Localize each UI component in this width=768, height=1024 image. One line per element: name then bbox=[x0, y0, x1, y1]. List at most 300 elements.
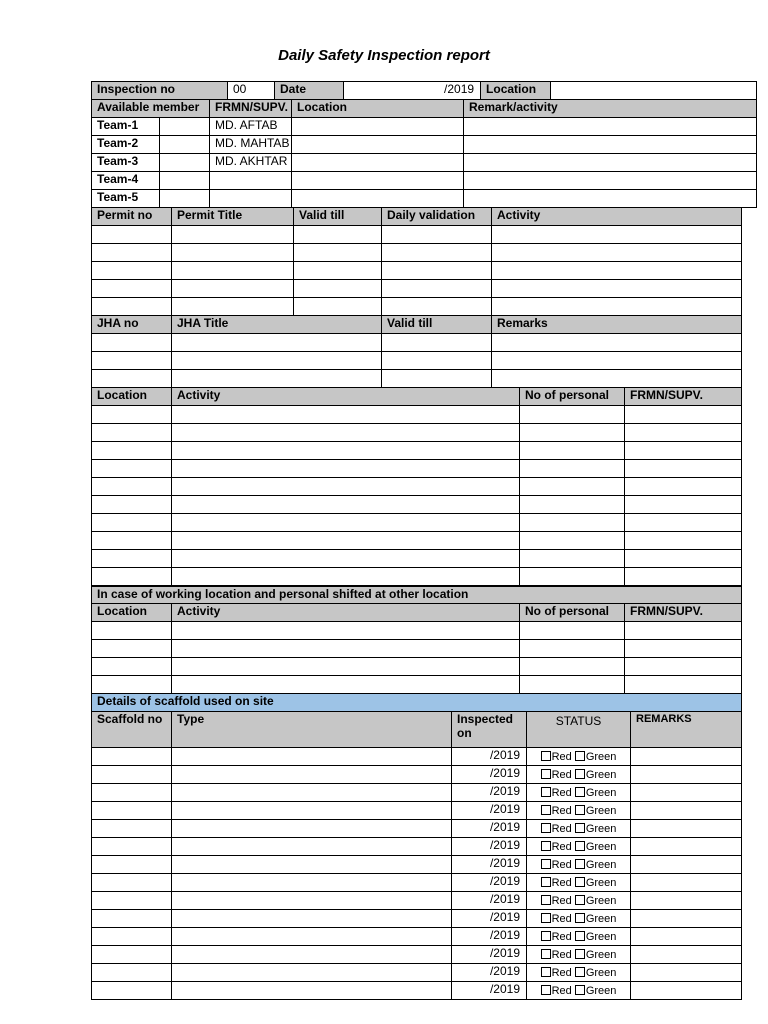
location-row bbox=[92, 478, 742, 496]
shifted-cell[interactable] bbox=[625, 640, 742, 658]
status-red-label: Red bbox=[551, 751, 572, 763]
status-cell bbox=[527, 838, 631, 856]
status-green-label: Green bbox=[585, 751, 617, 763]
scaffold-no-cell[interactable] bbox=[92, 856, 172, 874]
checkbox-icon[interactable] bbox=[541, 769, 551, 779]
jha-cell[interactable] bbox=[172, 352, 382, 370]
status-red-option[interactable] bbox=[541, 805, 572, 817]
status-green-option[interactable] bbox=[575, 859, 617, 871]
permit-rows bbox=[92, 226, 742, 316]
checkbox-icon[interactable] bbox=[541, 841, 551, 851]
permits-header bbox=[92, 208, 742, 226]
inspected-on-cell[interactable]: /2019 bbox=[452, 784, 527, 802]
col-status: STATUS bbox=[527, 712, 631, 748]
location-cell[interactable] bbox=[625, 514, 742, 532]
permit-cell[interactable] bbox=[382, 298, 492, 316]
scaffold-no-cell[interactable] bbox=[92, 928, 172, 946]
jha-cell[interactable] bbox=[382, 352, 492, 370]
checkbox-icon[interactable] bbox=[575, 841, 585, 851]
checkbox-icon[interactable] bbox=[575, 805, 585, 815]
location-row bbox=[92, 460, 742, 478]
inspected-on-cell[interactable]: /2019 bbox=[452, 874, 527, 892]
scaffold-row bbox=[92, 766, 742, 784]
scaffold-remarks-cell[interactable] bbox=[631, 946, 742, 964]
location-cell[interactable] bbox=[520, 532, 625, 550]
shifted-cell[interactable] bbox=[92, 676, 172, 694]
shifted-cell[interactable] bbox=[625, 622, 742, 640]
shifted-cell[interactable] bbox=[172, 658, 520, 676]
location-cell[interactable] bbox=[92, 496, 172, 514]
scaffold-no-cell[interactable] bbox=[92, 982, 172, 1000]
inspected-on-cell[interactable]: /2019 bbox=[452, 946, 527, 964]
status-red-option[interactable] bbox=[541, 949, 572, 961]
scaffold-type-cell[interactable] bbox=[172, 892, 452, 910]
shifted-cell[interactable] bbox=[92, 622, 172, 640]
permit-cell[interactable] bbox=[382, 280, 492, 298]
jha-cell[interactable] bbox=[382, 334, 492, 352]
shifted-cell[interactable] bbox=[625, 658, 742, 676]
inspected-on-cell[interactable]: /2019 bbox=[452, 982, 527, 1000]
location-cell[interactable] bbox=[172, 568, 520, 586]
location-cell[interactable] bbox=[92, 460, 172, 478]
scaffold-no-cell[interactable] bbox=[92, 766, 172, 784]
scaffold-heading-row bbox=[92, 694, 742, 712]
team-frmn[interactable] bbox=[210, 190, 292, 208]
shifted-cell[interactable] bbox=[172, 676, 520, 694]
members-table bbox=[91, 81, 757, 208]
scaffold-no-cell[interactable] bbox=[92, 874, 172, 892]
scaffold-remarks-cell[interactable] bbox=[631, 748, 742, 766]
scaffold-row bbox=[92, 982, 742, 1000]
scaffold-type-cell[interactable] bbox=[172, 946, 452, 964]
checkbox-icon[interactable] bbox=[575, 877, 585, 887]
location-cell[interactable] bbox=[625, 568, 742, 586]
status-green-option[interactable] bbox=[575, 841, 617, 853]
scaffold-type-cell[interactable] bbox=[172, 874, 452, 892]
shifted-cell[interactable] bbox=[625, 676, 742, 694]
jha-cell[interactable] bbox=[492, 352, 742, 370]
permit-cell[interactable] bbox=[294, 280, 382, 298]
team-label: Team-1 bbox=[92, 118, 160, 136]
team-row bbox=[92, 172, 757, 190]
inspected-on-cell[interactable]: /2019 bbox=[452, 820, 527, 838]
status-green-label: Green bbox=[585, 949, 617, 961]
permit-cell[interactable] bbox=[492, 262, 742, 280]
status-green-option[interactable] bbox=[575, 751, 617, 763]
scaffold-no-cell[interactable] bbox=[92, 784, 172, 802]
location-cell[interactable] bbox=[625, 478, 742, 496]
location-row bbox=[92, 514, 742, 532]
status-red-option[interactable] bbox=[541, 769, 572, 781]
location-cell[interactable] bbox=[520, 550, 625, 568]
status-red-label: Red bbox=[551, 841, 572, 853]
status-green-option[interactable] bbox=[575, 877, 617, 889]
location-cell[interactable] bbox=[172, 424, 520, 442]
scaffold-row bbox=[92, 928, 742, 946]
scaffold-header bbox=[92, 712, 742, 748]
location-cell[interactable] bbox=[172, 514, 520, 532]
col-available-member: Available member bbox=[92, 100, 210, 118]
col-scaffold-type: Type bbox=[172, 712, 452, 748]
scaffold-remarks-cell[interactable] bbox=[631, 892, 742, 910]
checkbox-icon[interactable] bbox=[575, 751, 585, 761]
scaffold-type-cell[interactable] bbox=[172, 748, 452, 766]
scaffold-no-cell[interactable] bbox=[92, 802, 172, 820]
location-cell[interactable] bbox=[520, 460, 625, 478]
location-cell[interactable] bbox=[172, 478, 520, 496]
checkbox-icon[interactable] bbox=[541, 913, 551, 923]
status-green-label: Green bbox=[585, 823, 617, 835]
status-green-label: Green bbox=[585, 841, 617, 853]
inspection-no-label: Inspection no bbox=[92, 82, 228, 100]
location-cell[interactable] bbox=[520, 514, 625, 532]
inspected-on-cell[interactable]: /2019 bbox=[452, 964, 527, 982]
shifted-cell[interactable] bbox=[520, 658, 625, 676]
location-cell[interactable] bbox=[172, 496, 520, 514]
jha-cell[interactable] bbox=[382, 370, 492, 388]
scaffold-row bbox=[92, 892, 742, 910]
shifted-row bbox=[92, 676, 742, 694]
checkbox-icon[interactable] bbox=[575, 985, 585, 995]
jha-cell[interactable] bbox=[492, 334, 742, 352]
scaffold-type-cell[interactable] bbox=[172, 910, 452, 928]
scaffold-no-cell[interactable] bbox=[92, 910, 172, 928]
col-loc-location: Location bbox=[92, 388, 172, 406]
status-cell bbox=[527, 946, 631, 964]
col-sh-personal: No of personal bbox=[520, 604, 625, 622]
col-loc-frmn: FRMN/SUPV. bbox=[625, 388, 742, 406]
location-cell[interactable] bbox=[625, 460, 742, 478]
jha-cell[interactable] bbox=[172, 334, 382, 352]
scaffold-no-cell[interactable] bbox=[92, 838, 172, 856]
date-field[interactable]: /2019 bbox=[344, 82, 481, 100]
status-red-option[interactable] bbox=[541, 787, 572, 799]
permit-cell[interactable] bbox=[92, 226, 172, 244]
inspected-on-cell[interactable]: /2019 bbox=[452, 766, 527, 784]
location-cell[interactable] bbox=[172, 532, 520, 550]
status-green-option[interactable] bbox=[575, 967, 617, 979]
inspected-on-cell[interactable]: /2019 bbox=[452, 928, 527, 946]
header-row bbox=[92, 82, 757, 100]
checkbox-icon[interactable] bbox=[575, 931, 585, 941]
permit-cell[interactable] bbox=[92, 298, 172, 316]
checkbox-icon[interactable] bbox=[541, 985, 551, 995]
status-red-option[interactable] bbox=[541, 823, 572, 835]
scaffold-remarks-cell[interactable] bbox=[631, 802, 742, 820]
col-permit-no: Permit no bbox=[92, 208, 172, 226]
permit-row bbox=[92, 280, 742, 298]
scaffold-remarks-cell[interactable] bbox=[631, 856, 742, 874]
permit-row bbox=[92, 298, 742, 316]
inspected-on-cell[interactable]: /2019 bbox=[452, 748, 527, 766]
inspected-on-cell[interactable]: /2019 bbox=[452, 856, 527, 874]
location-cell[interactable] bbox=[92, 514, 172, 532]
team-row bbox=[92, 154, 757, 172]
shifted-cell[interactable] bbox=[172, 622, 520, 640]
checkbox-icon[interactable] bbox=[541, 751, 551, 761]
scaffold-no-cell[interactable] bbox=[92, 820, 172, 838]
scaffold-no-cell[interactable] bbox=[92, 964, 172, 982]
permit-cell[interactable] bbox=[382, 262, 492, 280]
status-red-option[interactable] bbox=[541, 967, 572, 979]
checkbox-icon[interactable] bbox=[541, 877, 551, 887]
shifted-cell[interactable] bbox=[172, 640, 520, 658]
col-activity: Activity bbox=[492, 208, 742, 226]
scaffold-row bbox=[92, 820, 742, 838]
status-green-option[interactable] bbox=[575, 805, 617, 817]
shifted-cell[interactable] bbox=[520, 640, 625, 658]
locations-table bbox=[91, 387, 742, 586]
status-cell bbox=[527, 892, 631, 910]
scaffold-type-cell[interactable] bbox=[172, 856, 452, 874]
status-green-option[interactable] bbox=[575, 895, 617, 907]
checkbox-icon[interactable] bbox=[541, 967, 551, 977]
col-jha-title: JHA Title bbox=[172, 316, 382, 334]
jha-cell[interactable] bbox=[92, 352, 172, 370]
scaffold-type-cell[interactable] bbox=[172, 802, 452, 820]
checkbox-icon[interactable] bbox=[541, 859, 551, 869]
scaffold-type-cell[interactable] bbox=[172, 820, 452, 838]
shifted-cell[interactable] bbox=[520, 622, 625, 640]
status-green-option[interactable] bbox=[575, 769, 617, 781]
status-red-label: Red bbox=[551, 823, 572, 835]
checkbox-icon[interactable] bbox=[575, 895, 585, 905]
location-cell[interactable] bbox=[172, 460, 520, 478]
status-red-label: Red bbox=[551, 805, 572, 817]
team-frmn[interactable]: MD. AFTAB bbox=[210, 118, 292, 136]
team-frmn[interactable]: MD. AKHTAR bbox=[210, 154, 292, 172]
permit-row bbox=[92, 244, 742, 262]
location-row bbox=[92, 550, 742, 568]
status-green-option[interactable] bbox=[575, 985, 617, 997]
location-cell[interactable] bbox=[92, 424, 172, 442]
location-cell[interactable] bbox=[520, 424, 625, 442]
col-valid-till: Valid till bbox=[294, 208, 382, 226]
shifted-cell[interactable] bbox=[92, 640, 172, 658]
jha-cell[interactable] bbox=[92, 334, 172, 352]
checkbox-icon[interactable] bbox=[575, 859, 585, 869]
location-label: Location bbox=[481, 82, 551, 100]
status-green-option[interactable] bbox=[575, 787, 617, 799]
shifted-row bbox=[92, 640, 742, 658]
jha-cell[interactable] bbox=[92, 370, 172, 388]
location-cell[interactable] bbox=[92, 442, 172, 460]
location-cell[interactable] bbox=[92, 406, 172, 424]
permit-cell[interactable] bbox=[294, 244, 382, 262]
shifted-heading: In case of working location and personal shifted at other location bbox=[92, 587, 742, 604]
checkbox-icon[interactable] bbox=[541, 805, 551, 815]
location-cell[interactable] bbox=[172, 406, 520, 424]
permit-cell[interactable] bbox=[294, 262, 382, 280]
jha-rows bbox=[92, 334, 742, 388]
inspected-on-cell[interactable]: /2019 bbox=[452, 892, 527, 910]
checkbox-icon[interactable] bbox=[541, 931, 551, 941]
location-row bbox=[92, 532, 742, 550]
location-cell[interactable] bbox=[625, 532, 742, 550]
checkbox-icon[interactable] bbox=[541, 823, 551, 833]
status-red-option[interactable] bbox=[541, 841, 572, 853]
permit-cell[interactable] bbox=[92, 280, 172, 298]
checkbox-icon[interactable] bbox=[575, 913, 585, 923]
col-sh-activity: Activity bbox=[172, 604, 520, 622]
permit-cell[interactable] bbox=[92, 262, 172, 280]
checkbox-icon[interactable] bbox=[575, 949, 585, 959]
status-red-option[interactable] bbox=[541, 751, 572, 763]
jha-row bbox=[92, 334, 742, 352]
location-cell[interactable] bbox=[625, 550, 742, 568]
status-green-option[interactable] bbox=[575, 949, 617, 961]
status-cell bbox=[527, 928, 631, 946]
col-inspected-on: Inspected on bbox=[452, 712, 527, 748]
status-green-option[interactable] bbox=[575, 823, 617, 835]
col-remark-activity: Remark/activity bbox=[464, 100, 757, 118]
shifted-cell[interactable] bbox=[92, 658, 172, 676]
shifted-header bbox=[92, 604, 742, 622]
location-cell[interactable] bbox=[625, 424, 742, 442]
scaffold-remarks-cell[interactable] bbox=[631, 838, 742, 856]
location-row bbox=[92, 568, 742, 586]
location-cell[interactable] bbox=[172, 550, 520, 568]
location-cell[interactable] bbox=[520, 568, 625, 586]
status-red-option[interactable] bbox=[541, 913, 572, 925]
locations-header bbox=[92, 388, 742, 406]
col-scaffold-no: Scaffold no bbox=[92, 712, 172, 748]
status-red-label: Red bbox=[551, 877, 572, 889]
status-red-label: Red bbox=[551, 967, 572, 979]
scaffold-type-cell[interactable] bbox=[172, 766, 452, 784]
location-cell[interactable] bbox=[520, 442, 625, 460]
scaffold-no-cell[interactable] bbox=[92, 946, 172, 964]
permit-cell[interactable] bbox=[172, 244, 294, 262]
scaffold-remarks-cell[interactable] bbox=[631, 766, 742, 784]
scaffold-type-cell[interactable] bbox=[172, 838, 452, 856]
status-red-option[interactable] bbox=[541, 859, 572, 871]
checkbox-icon[interactable] bbox=[541, 949, 551, 959]
checkbox-icon[interactable] bbox=[541, 787, 551, 797]
status-red-label: Red bbox=[551, 895, 572, 907]
location-row bbox=[92, 406, 742, 424]
permit-cell[interactable] bbox=[172, 226, 294, 244]
location-rows bbox=[92, 406, 742, 586]
scaffold-type-cell[interactable] bbox=[172, 982, 452, 1000]
permit-cell[interactable] bbox=[382, 244, 492, 262]
status-red-label: Red bbox=[551, 787, 572, 799]
shifted-rows bbox=[92, 622, 742, 694]
status-cell bbox=[527, 874, 631, 892]
location-cell[interactable] bbox=[625, 442, 742, 460]
location-cell[interactable] bbox=[172, 442, 520, 460]
status-cell bbox=[527, 766, 631, 784]
location-cell[interactable] bbox=[92, 532, 172, 550]
jha-cell[interactable] bbox=[492, 370, 742, 388]
scaffold-remarks-cell[interactable] bbox=[631, 910, 742, 928]
status-green-option[interactable] bbox=[575, 931, 617, 943]
col-jha-valid-till: Valid till bbox=[382, 316, 492, 334]
scaffold-remarks-cell[interactable] bbox=[631, 874, 742, 892]
team-frmn[interactable] bbox=[210, 172, 292, 190]
status-cell bbox=[527, 784, 631, 802]
scaffold-rows bbox=[92, 748, 742, 1000]
status-red-option[interactable] bbox=[541, 931, 572, 943]
shifted-row bbox=[92, 622, 742, 640]
permit-cell[interactable] bbox=[294, 226, 382, 244]
location-cell[interactable] bbox=[625, 496, 742, 514]
permit-cell[interactable] bbox=[172, 298, 294, 316]
scaffold-no-cell[interactable] bbox=[92, 892, 172, 910]
permit-cell[interactable] bbox=[492, 226, 742, 244]
checkbox-icon[interactable] bbox=[575, 823, 585, 833]
inspection-no-field[interactable]: 00 bbox=[228, 82, 275, 100]
scaffold-table bbox=[91, 693, 742, 1000]
status-red-label: Red bbox=[551, 985, 572, 997]
team-label: Team-5 bbox=[92, 190, 160, 208]
status-green-option[interactable] bbox=[575, 913, 617, 925]
col-sh-frmn: FRMN/SUPV. bbox=[625, 604, 742, 622]
team-frmn[interactable]: MD. MAHTAB bbox=[210, 136, 292, 154]
permit-cell[interactable] bbox=[92, 244, 172, 262]
scaffold-type-cell[interactable] bbox=[172, 928, 452, 946]
permit-cell[interactable] bbox=[492, 280, 742, 298]
status-red-option[interactable] bbox=[541, 895, 572, 907]
location-cell[interactable] bbox=[92, 478, 172, 496]
jha-cell[interactable] bbox=[172, 370, 382, 388]
location-row bbox=[92, 442, 742, 460]
permit-cell[interactable] bbox=[382, 226, 492, 244]
location-field[interactable] bbox=[551, 82, 757, 100]
location-cell[interactable] bbox=[520, 478, 625, 496]
location-cell[interactable] bbox=[625, 406, 742, 424]
inspected-on-cell[interactable]: /2019 bbox=[452, 910, 527, 928]
scaffold-remarks-cell[interactable] bbox=[631, 928, 742, 946]
status-cell bbox=[527, 802, 631, 820]
scaffold-remarks-cell[interactable] bbox=[631, 784, 742, 802]
status-red-option[interactable] bbox=[541, 985, 572, 997]
scaffold-remarks-cell[interactable] bbox=[631, 820, 742, 838]
scaffold-type-cell[interactable] bbox=[172, 964, 452, 982]
permit-cell[interactable] bbox=[172, 262, 294, 280]
shifted-cell[interactable] bbox=[520, 676, 625, 694]
checkbox-icon[interactable] bbox=[575, 769, 585, 779]
team-row bbox=[92, 118, 757, 136]
scaffold-remarks-cell[interactable] bbox=[631, 964, 742, 982]
status-green-label: Green bbox=[585, 895, 617, 907]
shifted-table bbox=[91, 586, 742, 694]
scaffold-row bbox=[92, 946, 742, 964]
checkbox-icon[interactable] bbox=[575, 967, 585, 977]
permit-cell[interactable] bbox=[492, 298, 742, 316]
shifted-row bbox=[92, 658, 742, 676]
inspected-on-cell[interactable]: /2019 bbox=[452, 802, 527, 820]
inspected-on-cell[interactable]: /2019 bbox=[452, 838, 527, 856]
scaffold-type-cell[interactable] bbox=[172, 784, 452, 802]
checkbox-icon[interactable] bbox=[575, 787, 585, 797]
status-red-option[interactable] bbox=[541, 877, 572, 889]
location-row bbox=[92, 424, 742, 442]
location-cell[interactable] bbox=[92, 568, 172, 586]
permit-cell[interactable] bbox=[492, 244, 742, 262]
location-cell[interactable] bbox=[520, 406, 625, 424]
col-loc-activity: Activity bbox=[172, 388, 520, 406]
permit-cell[interactable] bbox=[172, 280, 294, 298]
date-label: Date bbox=[275, 82, 344, 100]
permit-cell[interactable] bbox=[294, 298, 382, 316]
shifted-heading-row bbox=[92, 587, 742, 604]
scaffold-remarks-cell[interactable] bbox=[631, 982, 742, 1000]
location-cell[interactable] bbox=[520, 496, 625, 514]
checkbox-icon[interactable] bbox=[541, 895, 551, 905]
scaffold-no-cell[interactable] bbox=[92, 748, 172, 766]
location-cell[interactable] bbox=[92, 550, 172, 568]
